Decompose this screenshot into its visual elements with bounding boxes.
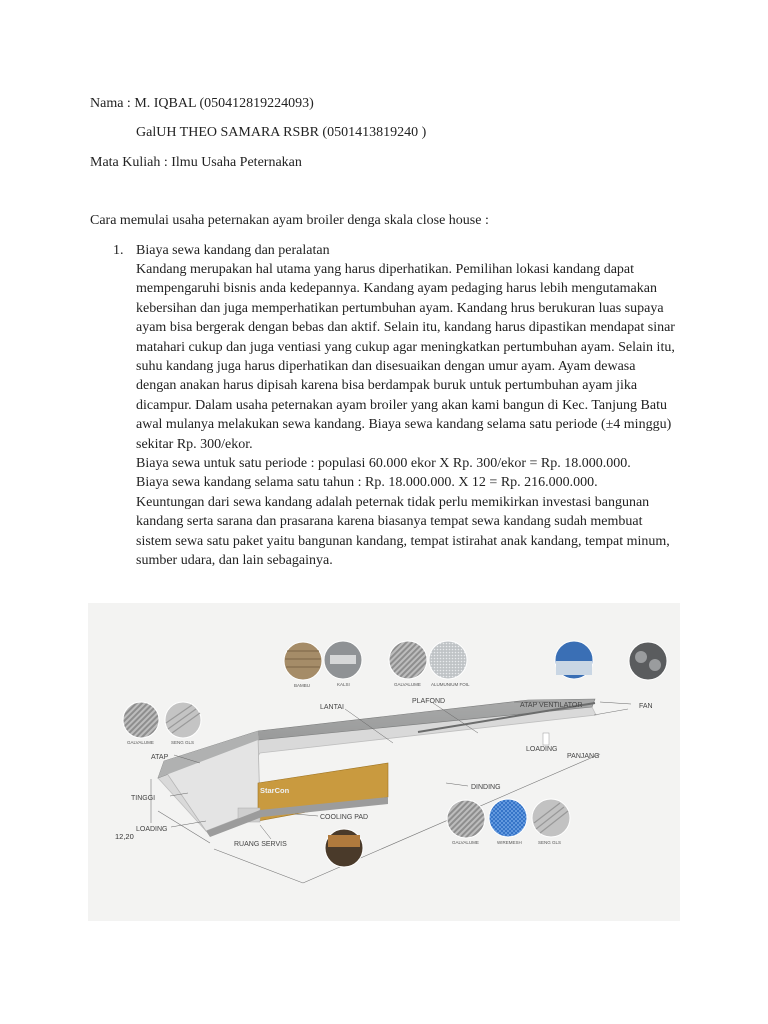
caption-kalsi: KALSI <box>337 682 350 687</box>
caption-wiremesh: WIREMESH <box>497 840 522 845</box>
list-marker: 1. <box>113 243 124 258</box>
calculation-period: Biaya sewa untuk satu periode : populasi 60.000 ekor X Rp. 300/ekor = Rp. 18.000.000. <box>136 456 631 472</box>
label-plafond: PLAFOND <box>412 698 446 705</box>
caption-galvalume-bottom: GALVALUME <box>452 840 479 845</box>
label-cooling-pad: COOLING PAD <box>320 814 369 821</box>
caption-galvalume-left: GALVALUME <box>127 740 154 745</box>
close-house-diagram <box>88 603 680 921</box>
caption-galvalume-top: GALVALUME <box>394 682 421 687</box>
label-panjang: PANJANG <box>567 753 600 760</box>
material-swatches-bottom <box>325 799 570 867</box>
caption-seng-left: SENG GLS <box>171 740 195 745</box>
label-tinggi: TINGGI <box>131 795 156 802</box>
caption-aluminium-foil: ALUMUNIUM FOIL <box>431 682 470 687</box>
label-loading-right: LOADING <box>526 746 558 753</box>
course-line: Mata Kuliah : Ilmu Usaha Peternakan <box>90 155 302 170</box>
label-dinding: DINDING <box>471 784 501 791</box>
material-swatches-top <box>284 641 667 680</box>
member-name-line: GalUH THEO SAMARA RSBR (0501413819240 ) <box>136 125 427 140</box>
list-item-body <box>136 260 676 571</box>
student-name-line: Nama : M. IQBAL (050412819224093) <box>90 96 314 111</box>
label-loading-left: LOADING <box>136 826 168 833</box>
brand-text: StarCon <box>260 786 290 795</box>
closing-paragraph: Keuntungan dari sewa kandang adalah peternak tidak perlu memikirkan investasi bangunan kandang serta sarana dan prasarana karena biasanya tempat sewa kandang sudah membuat sistem sewa satu paket yaitu bangunan kandang, tempat istirahat anak kandang, tempat minum, sumber udara, dan lain sebagainya. <box>136 494 670 569</box>
calculation-year: Biaya sewa kandang selama satu tahun : Rp. 18.000.000. X 12 = Rp. 216.000.000. <box>136 475 598 491</box>
label-dimension-width: 12,20 <box>115 832 134 841</box>
close-house-illustration <box>88 603 680 921</box>
caption-bambu: BAMBU <box>294 683 311 688</box>
list-item-title: Biaya sewa kandang dan peralatan <box>136 243 330 258</box>
material-swatches-left <box>123 702 201 738</box>
caption-seng-bottom: SENG GLS <box>538 840 562 845</box>
label-lantai: LANTAI <box>320 704 344 711</box>
label-atap: ATAP <box>151 754 169 761</box>
body-paragraph: Kandang merupakan hal utama yang harus diperhatikan. Pemilihan lokasi kandang dapat mempengaruhi bisnis anda kedepannya. Kandang ayam pedaging harus lebih mengutamakan kebersihan dan juga memperhatikan pertumbuhan ayam. Kandang hrus berukuran luas supaya ayam bisa bergerak dengan bebas dan aktif. Selain itu, kandang harus dipastikan mendapat sinar matahari cukup dan juga ventiasi yang cukup agar meningkatkan pertumbuhan ayam. Selain itu, suhu kandang juga harus diperhatikan dan disesuaikan dengan umur ayam. Ayam dewasa dengan anakan harus dipisah karena bisa berdampak buruk untuk pertumbuhan ayam jika dicampur. Dalam usaha peternakan ayam broiler yang akan kami bangun di Kec. Tanjung Batu awal mulanya melakukan sewa kandang. Biaya sewa kandang selama satu periode (±4 minggu) sekitar Rp. 300/ekor. <box>136 262 675 452</box>
intro-text: Cara memulai usaha peternakan ayam broiler denga skala close house : <box>90 213 489 228</box>
label-ruang-servis: RUANG SERVIS <box>234 841 287 848</box>
label-fan: FAN <box>639 703 653 710</box>
label-atap-ventilator: ATAP VENTILATOR <box>520 702 583 709</box>
